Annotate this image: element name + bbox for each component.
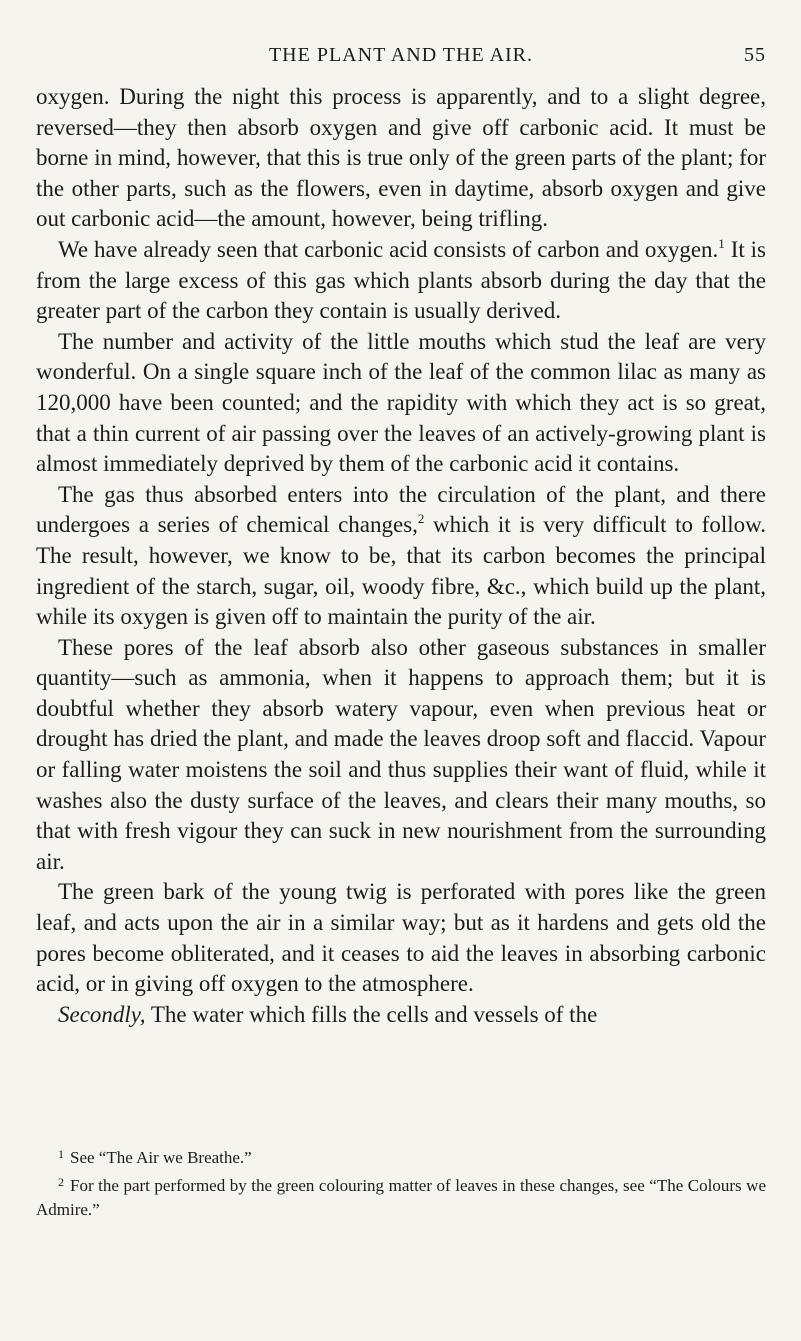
paragraph-lead: Secondly, [58,1001,146,1027]
paragraph: oxygen. During the night this process is apparently, and to a slight degree, reversed—they then absorb oxygen and give off carbonic acid. It must be borne in mind, however, that this is true only of the green parts of the plant; for the other parts, such as the flowers, even in daytime, absorb oxygen and give out carbonic acid—the amount, however, being trifling. [36,84,766,232]
paragraph: The number and activity of the little mouths which stud the leaf are very wonderful. On a single square inch of the leaf of the common lilac as many as 120,000 have been counted; and the rapidity with which they act is so great, that a thin current of air passing over the leaves of an actively-growing plant is almost immediately deprived by them of the carbonic acid it contains. [36,328,766,477]
footnote-mark: 2 [58,1175,64,1189]
running-title: THE PLANT AND THE AIR. [268,44,534,66]
footnote: $^1$ See “The Air we Breathe.” [58,1147,252,1167]
page-header [36,44,766,74]
footnote-mark: 1 [58,1147,64,1161]
body-text [36,82,766,1030]
footnote: $^2$ For the part performed by the green colouring matter of leaves in these changes, see “The Colours we Admire.” [36,1175,766,1219]
page-number: 55 [744,44,766,66]
paragraph: The gas thus absorbed enters into the circulation of the plant, and there undergoes a series of chemical changes,$^2$ which it is very difficult to follow. The result, however, we know to be, that its carbon becomes the principal ingredient of the starch, sugar, oil, woody fibre, &c., which build up the plant, while its oxygen is given off to maintain the purity of the air. [36,481,766,630]
footnote-ref: 2 [417,511,425,527]
paragraph: Secondly, The water which fills the cells and vessels of the [58,1001,598,1027]
paragraph: We have already seen that carbonic acid consists of carbon and oxygen.$^1$ It is from the large excess of this gas which plants absorb during the day that the greater part of the carbon they contain is usually derived. [36,235,767,324]
footnote-ref: 1 [718,235,725,251]
paragraph: These pores of the leaf absorb also other gaseous substances in smaller quantity—such as ammonia, when it happens to approach them; but it is doubtful whether they absorb watery vapour, even when previous heat or drought has dried the plant, and made the leaves droop soft and flaccid. Vapour or falling water moistens the soil and thus supplies their want of fluid, while it washes also the dusty surface of the leaves, and clears their many mouths, so that with fresh vigour they can suck in new nourishment from the surrounding air. [36,634,766,874]
paragraph: The green bark of the young twig is perforated with pores like the green leaf, and acts upon the air in a similar way; but as it hardens and gets old the pores become obliterated, and it ceases to aid the leaves in absorbing carbonic acid, or in giving off oxygen to the atmosphere. [36,879,766,997]
footnotes [36,1142,766,1222]
